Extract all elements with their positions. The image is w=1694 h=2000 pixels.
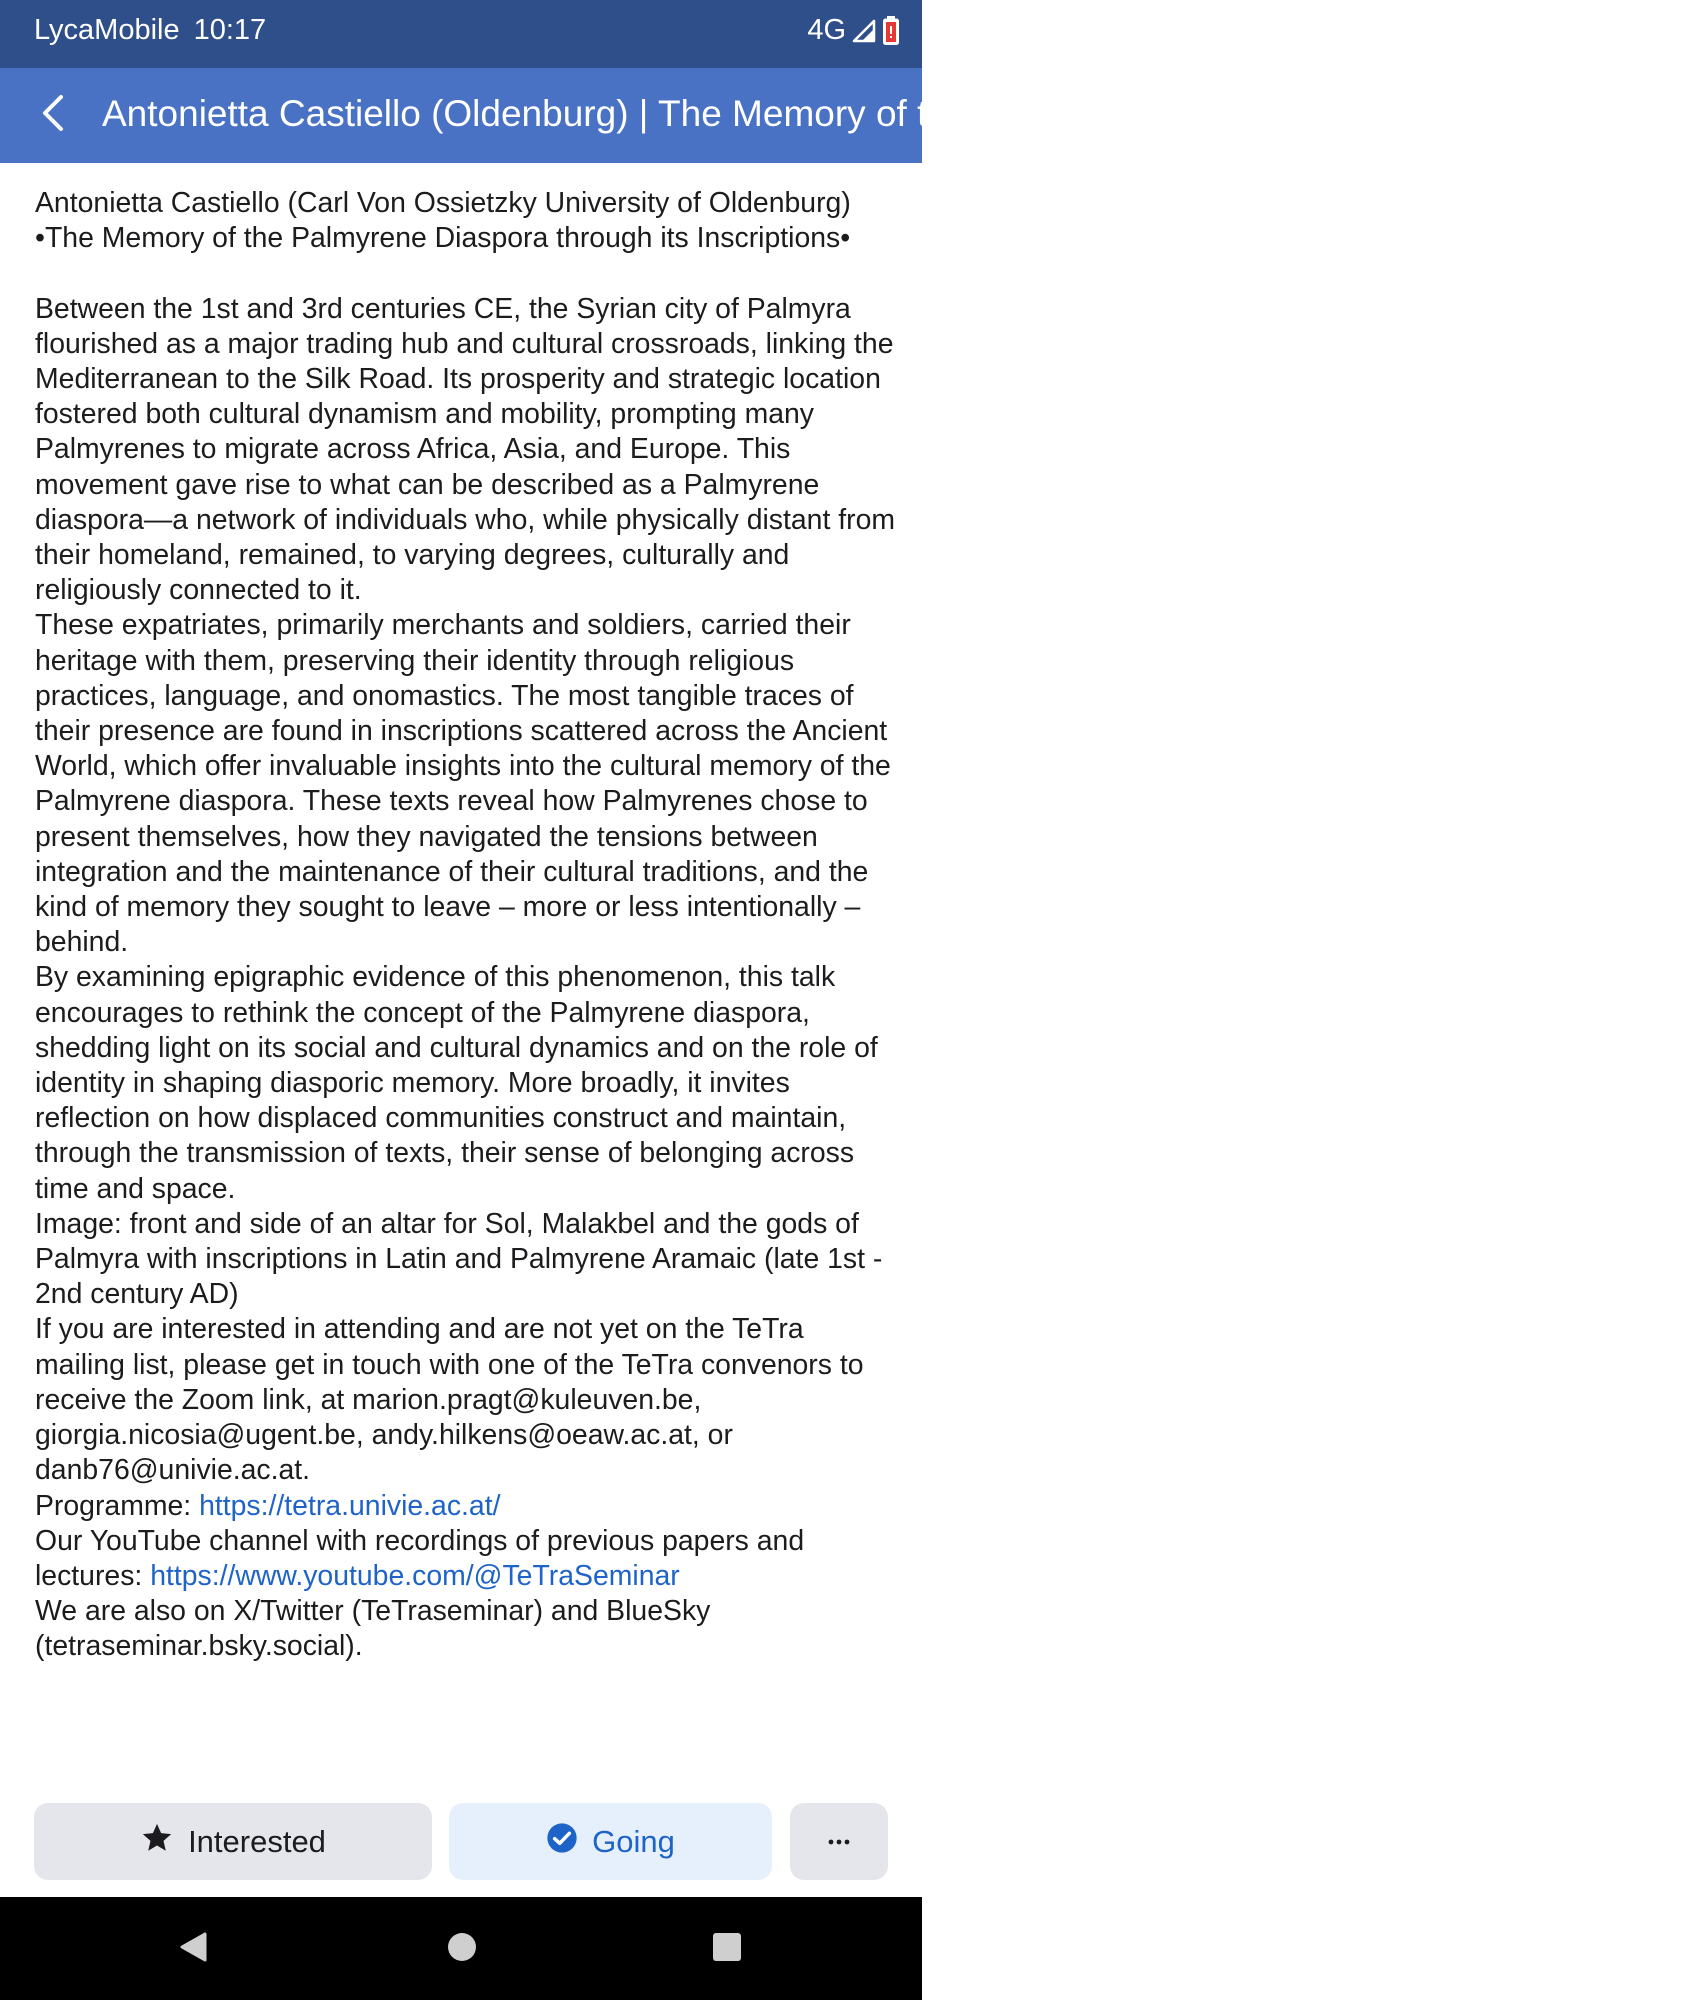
youtube-line	[35, 1524, 895, 1594]
speaker-line: Antonietta Castiello (Carl Von Ossietzky University of Oldenburg)	[35, 187, 851, 219]
nav-recents-button[interactable]	[705, 1927, 749, 1971]
battery-low-icon	[882, 16, 900, 46]
more-horizontal-icon	[827, 1833, 851, 1851]
recents-square-icon	[711, 1931, 743, 1968]
going-button[interactable]	[449, 1803, 772, 1880]
clock: 10:17	[193, 14, 267, 46]
app-bar	[0, 68, 1694, 163]
paragraph: These expatriates, primarily merchants and soldiers, carried their heritage with them, preserving their identity through religious practices, language, and onomastics. The most tangible traces of their presence are found in inscriptions scattered across the Ancient World, which offer invaluable insights into the cultural memory of the Palmyrene diaspora. These texts reveal how Palmyrenes chose to present themselves, how they navigated the tensions between integration and the maintenance of their cultural traditions, and the kind of memory they sought to leave – more or less intentionally – behind.	[35, 609, 891, 959]
signal-icon	[852, 19, 876, 43]
network-type: 4G	[807, 14, 846, 46]
home-circle-icon	[446, 1931, 478, 1968]
going-label: Going	[592, 1823, 675, 1859]
youtube-link[interactable]: https://www.youtube.com/@TeTraSeminar	[150, 1559, 680, 1592]
mailing-info: If you are interested in attending and are not yet on the TeTra mailing list, please get in touch with one of the TeTra convenors to receive the Zoom link, at marion.pragt@kuleuven.be, giorgia.nicosia@ugent.be, andy.hilkens@oeaw.ac.at, or danb76@univie.ac.at.	[35, 1313, 864, 1487]
social-line: We are also on X/Twitter (TeTraseminar) and BlueSky (tetraseminar.bsky.social).	[35, 1595, 711, 1663]
system-navigation-bar	[0, 1897, 922, 2000]
image-caption: Image: front and side of an altar for Sol, Malakbel and the gods of Palmyra with inscriptions in Latin and Palmyrene Aramaic (late 1st - 2nd century AD)	[35, 1207, 883, 1311]
check-circle-icon	[546, 1822, 578, 1862]
back-button[interactable]	[30, 92, 76, 138]
status-icons	[807, 14, 900, 47]
youtube-label: Our YouTube channel with recordings of previous papers and lectures:	[35, 1524, 805, 1592]
status-bar	[0, 0, 922, 68]
back-triangle-icon	[178, 1931, 208, 1968]
talk-title: •The Memory of the Palmyrene Diaspora through its Inscriptions•	[35, 222, 851, 255]
event-description	[35, 186, 895, 1665]
paragraph-spacer	[35, 256, 895, 291]
nav-back-button[interactable]	[171, 1927, 215, 1971]
chevron-left-icon	[39, 93, 67, 138]
carrier-name: LycaMobile	[34, 14, 180, 46]
paragraph: By examining epigraphic evidence of this phenomenon, this talk encourages to rethink the concept of the Palmyrene diaspora, shedding light on its social and cultural dynamics and on the role of identity in shaping diasporic memory. More broadly, it invites reflection on how displaced communities construct and maintain, through the transmission of texts, their sense of belonging across time and space.	[35, 961, 878, 1205]
paragraph: Between the 1st and 3rd centuries CE, the Syrian city of Palmyra flourished as a major trading hub and cultural crossroads, linking the Mediterranean to the Silk Road. Its prosperity and strategic location fostered both cultural dynamism and mobility, prompting many Palmyrenes to migrate across Africa, Asia, and Europe. This movement gave rise to what can be described as a Palmyrene diaspora—a network of individuals who, while physically distant from their homeland, remained, to varying degrees, culturally and religiously connected to it.	[35, 292, 896, 607]
programme-link[interactable]: https://tetra.univie.ac.at/	[199, 1489, 501, 1522]
programme-label: Programme:	[35, 1489, 200, 1522]
interested-label: Interested	[188, 1823, 326, 1859]
more-options-button[interactable]	[790, 1803, 888, 1880]
interested-button[interactable]	[34, 1803, 432, 1880]
programme-line	[35, 1489, 895, 1524]
star-icon	[140, 1821, 174, 1863]
page-title: Antonietta Castiello (Oldenburg) | The Memory of the Palmyrene Diaspora through its Inscriptions	[102, 93, 1694, 134]
carrier-info	[34, 14, 266, 47]
nav-home-button[interactable]	[440, 1927, 484, 1971]
